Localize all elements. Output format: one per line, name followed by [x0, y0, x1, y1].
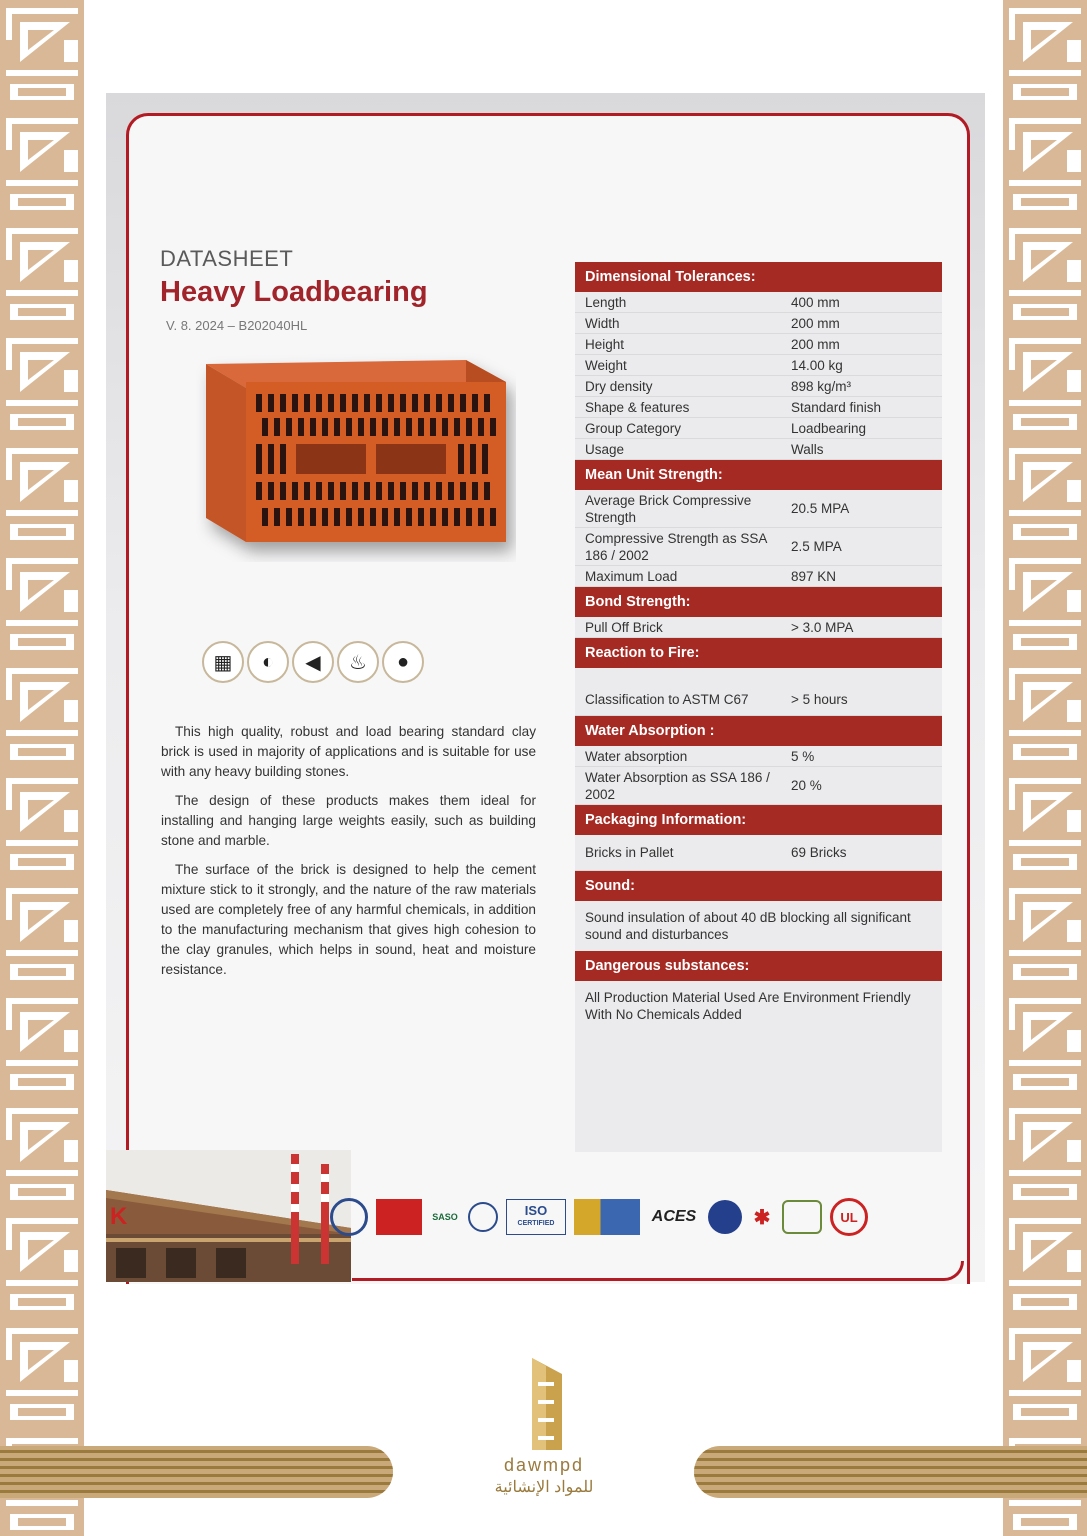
right-decorative-border — [1003, 0, 1087, 1536]
section-header-mean-strength: Mean Unit Strength: — [575, 460, 942, 490]
table-row: Shape & features Standard finish — [575, 397, 942, 418]
product-title: Heavy Loadbearing — [160, 276, 428, 308]
product-description — [161, 722, 536, 989]
globe-logo-icon — [708, 1200, 742, 1234]
brick-image — [196, 352, 516, 562]
table-row: Group Category Loadbearing — [575, 418, 942, 439]
gold-bar-left — [0, 1446, 393, 1498]
datasheet-label: DATASHEET — [160, 246, 294, 271]
saso-logo: SASO — [432, 1212, 458, 1222]
factory-image — [106, 1150, 351, 1282]
sound-ear-icon: ◐ — [247, 641, 289, 683]
dangerous-text: All Production Material Used Are Environment Friendly With No Chemicals Added — [585, 990, 911, 1022]
water-drop-icon: ● — [382, 641, 424, 683]
table-row: Maximum Load 897 KN — [575, 566, 942, 587]
seal-icon — [330, 1198, 368, 1236]
description-paragraph: The design of these products makes them ideal for installing and hanging large weights easily, such as building stone and marble. — [161, 793, 536, 848]
table-row: Bricks in Pallet 69 Bricks — [575, 835, 942, 871]
flag-logo-icon — [376, 1199, 422, 1235]
version-code: V. 8. 2024 – B202040HL — [166, 318, 308, 333]
blue-gold-logo-icon — [574, 1199, 640, 1235]
table-row: Width 200 mm — [575, 313, 942, 334]
section-header-fire: Reaction to Fire: — [575, 638, 942, 668]
brand-name-ar: للمواد الإنشائية — [494, 1479, 594, 1496]
gold-bar-right — [694, 1446, 1087, 1498]
left-decorative-border — [0, 0, 84, 1536]
brick-wall-icon: ▦ — [202, 641, 244, 683]
table-row: Compressive Strength as SSA 186 / 2002 2.5 MPA — [575, 528, 942, 566]
red-frame-bottom — [352, 1261, 964, 1281]
section-header-bond-strength: Bond Strength: — [575, 587, 942, 617]
table-row: Water absorption 5 % — [575, 746, 942, 767]
description-paragraph: This high quality, robust and load bearing standard clay brick is used in majority of applications and is suitable for use with any heavy building stones. — [161, 724, 536, 779]
table-row: Usage Walls — [575, 439, 942, 460]
table-row: Pull Off Brick > 3.0 MPA — [575, 617, 942, 638]
section-header-water: Water Absorption : — [575, 716, 942, 746]
brand-name-en: dawmpd — [503, 1455, 585, 1475]
factory-sign: K — [110, 1203, 128, 1230]
table-row: Average Brick Compressive Strength 20.5 MPA — [575, 490, 942, 528]
fire-icon: ♨ — [337, 641, 379, 683]
section-header-packaging: Packaging Information: — [575, 805, 942, 835]
table-row: Water Absorption as SSA 186 / 2002 20 % — [575, 767, 942, 805]
ul-logo: UL — [830, 1198, 868, 1236]
table-row: Classification to ASTM C67 > 5 hours — [575, 668, 942, 716]
table-row: Height 200 mm — [575, 334, 942, 355]
table-row: Length 400 mm — [575, 292, 942, 313]
aces-logo: ACES — [651, 1208, 697, 1225]
spec-table — [575, 262, 942, 1152]
certification-logos — [330, 1192, 970, 1242]
section-header-dangerous: Dangerous substances: — [575, 951, 942, 981]
arrows-logo-icon: ✱ — [753, 1206, 771, 1229]
iso-logo — [506, 1199, 566, 1235]
sound-text: Sound insulation of about 40 dB blocking all significant sound and disturbances — [585, 910, 911, 942]
iso-label: ISO — [524, 1203, 548, 1218]
iso-certified-label: CERTIFIED — [517, 1220, 555, 1227]
section-header-dimensional: Dimensional Tolerances: — [575, 262, 942, 292]
section-header-sound: Sound: — [575, 871, 942, 901]
table-row: Dry density 898 kg/m³ — [575, 376, 942, 397]
astm-icon — [468, 1202, 498, 1232]
table-row: Weight 14.00 kg — [575, 355, 942, 376]
description-paragraph: The surface of the brick is designed to help the cement mixture stick to it strongly, and the nature of the raw materials used are completely free of any harmful chemicals, in addition to the manufacturing mechanism that gives high cohesion to the clay granules, which helps in sound, heat and moisture resistance. — [161, 862, 536, 977]
feature-icons — [202, 641, 424, 683]
emblem-logo-icon — [782, 1200, 822, 1234]
megaphone-icon: ◀ — [292, 641, 334, 683]
